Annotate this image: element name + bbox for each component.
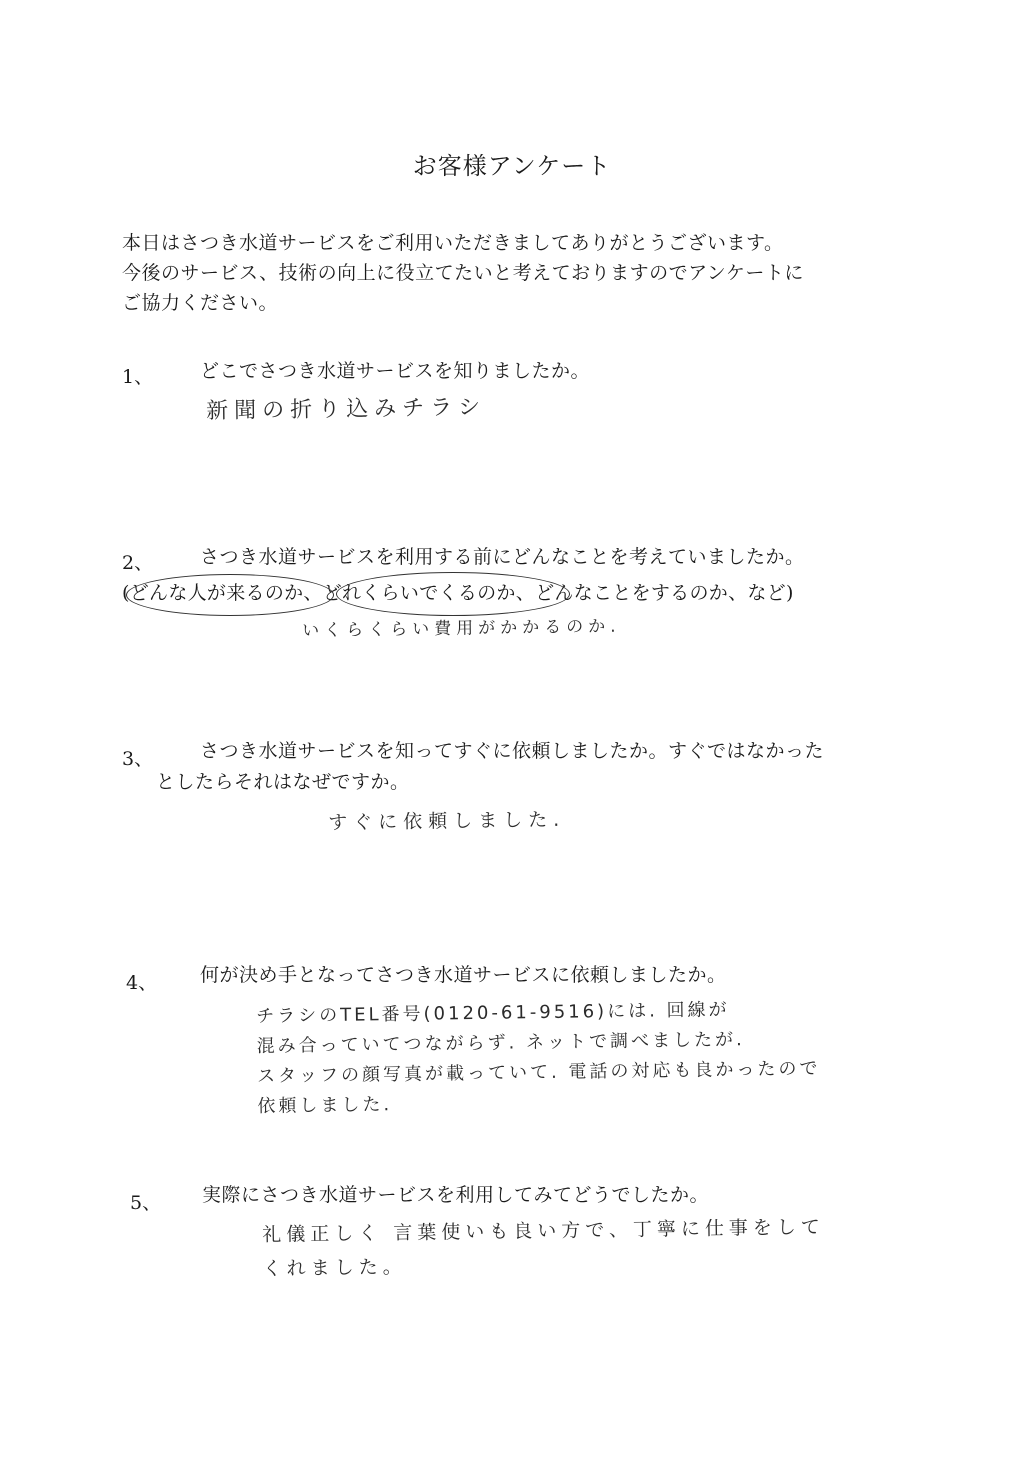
hint-option-who-comes: どんな人が来るのか [129,582,304,604]
question-1-number: 1、 [122,366,154,388]
hint-option-how-soon: どれくらいでくるのか [322,582,516,604]
intro-line: 本日はさつき水道サービスをご利用いただきましてありがとうございます。 [122,232,784,254]
question-3-answer [328,805,565,839]
answer-line: 新聞の折り込みチラシ [206,395,487,424]
answer-line: くれました。 [262,1255,407,1280]
hint-close-paren: ) [785,582,794,604]
answer-line: 混み合っていてつながらず. ネットで調べましたが. [256,1029,745,1057]
answer-line: チラシのTEL番号(0120-61-9516)には. 回線が [256,999,730,1027]
question-3-number: 3、 [122,748,154,770]
question-5-number: 5、 [130,1192,162,1214]
question-4-answer [256,994,821,1122]
question-2-answer [302,612,621,647]
question-4-text: 何が決め手となってさつき水道サービスに依頼しましたか。 [200,964,727,986]
question-3-text: さつき水道サービスを知ってすぐに依頼しましたか。すぐではなかった としたらそれはなぜですか。 [156,740,825,793]
question-2-hint: (どんな人が来るのか、どれくらいでくるのか、どんなことをするのか、など) [122,582,794,604]
question-5-answer [262,1210,826,1286]
question-2-number: 2、 [122,552,154,574]
answer-line: いくらくらい費用がかかるのか. [302,616,621,641]
answer-line: 礼儀正しく 言葉使いも良い方で、丁寧に仕事をして [262,1216,826,1246]
intro-paragraph [122,228,804,318]
question-5-text: 実際にさつき水道サービスを利用してみてどうでしたか。 [202,1184,710,1206]
question-1-text: どこでさつき水道サービスを知りましたか。 [200,360,591,382]
hint-option-what-done: どんなことをするのか、など [535,582,786,604]
hint-open-paren: ( [122,582,130,604]
intro-line: ご協力ください。 [122,292,279,314]
survey-title: お客様アンケート [412,152,612,180]
answer-line: スタッフの顔写真が載っていて. 電話の対応も良かったので [256,1058,821,1087]
question-2-text: さつき水道サービスを利用する前にどんなことを考えていましたか。 [200,546,805,568]
question-4-number: 4、 [126,972,158,994]
intro-line: 今後のサービス、技術の向上に役立てたいと考えておりますのでアンケートに [122,262,804,284]
answer-line: 依頼しました. [257,1094,393,1117]
answer-line: すぐに依頼しました. [328,808,566,834]
question-1-answer [206,392,486,427]
